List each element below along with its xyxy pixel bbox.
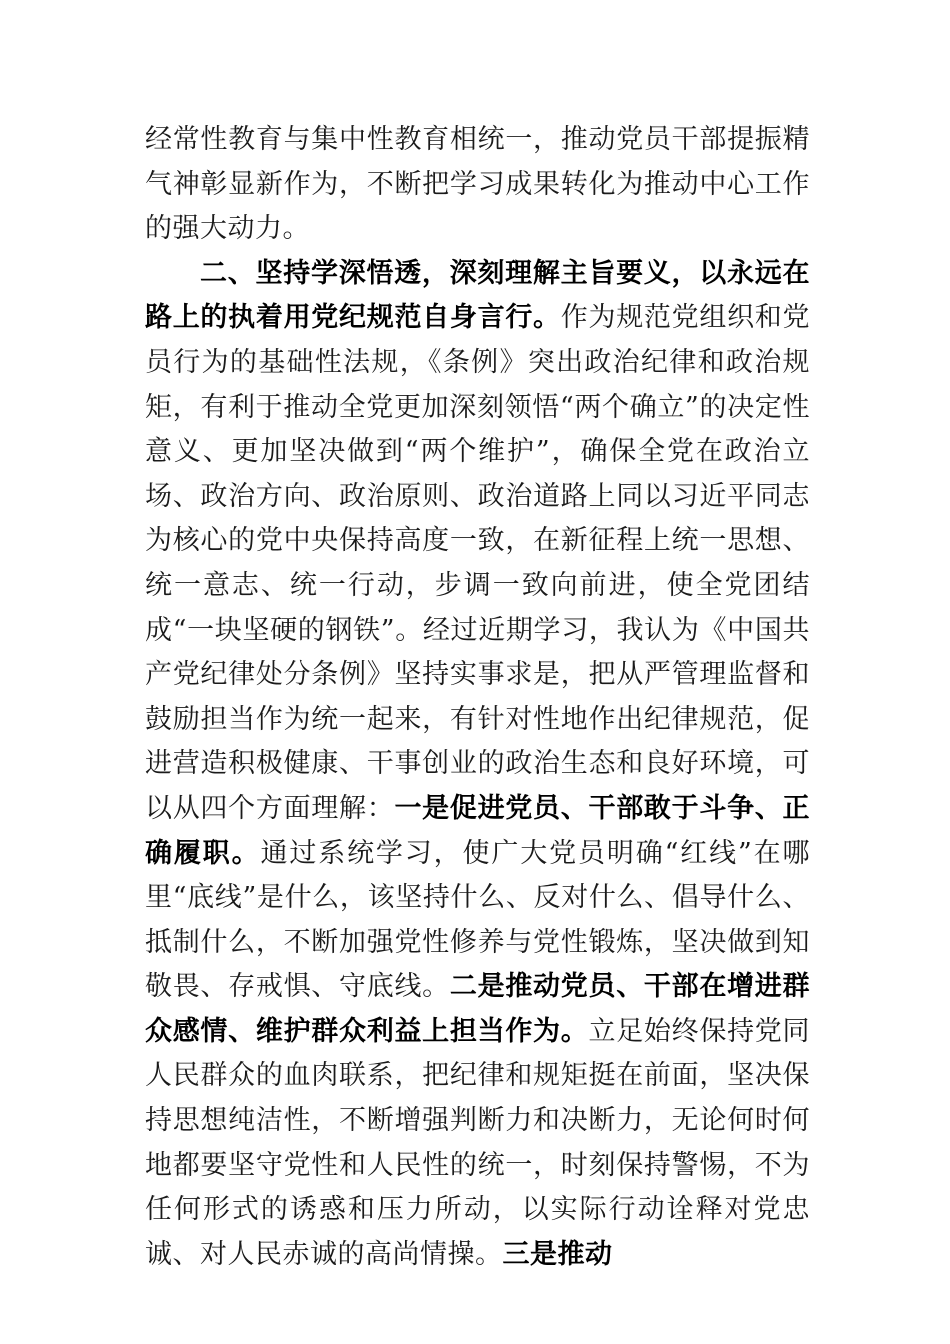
point-one-title: 一是促进党员、干部敢于斗争、正确履职。 [145,792,811,869]
paragraph-continuation [145,118,810,252]
point-two-body: 立足始终保持党同人民群众的血肉联系，把纪律和规矩挺在前面，坚决保持思想纯洁性，不断增强判断力和决断力，无论何时何地都要坚守党性和人民性的统一，时刻保持警惕，不为任何形式的诱惑和压力所动，以实际行动诠释对党忠诚、对人民赤诚的高尚情操。 [145,1015,811,1270]
document-body [145,118,810,1277]
section-two-body: 作为规范党组织和党员行为的基础性法规，《条例》突出政治纪律和政治规矩，有利于推动全党更加深刻领悟“两个确立”的决定性意义、更加坚决做到“两个维护”，确保全党在政治立场、政治方向、政治原则、政治道路上同以习近平同志为核心的党中央保持高度一致，在新征程上统一思想、统一意志、统一行动，步调一致向前进，使全党团结成“一块坚硬的钢铁”。经过近期学习，我认为《中国共产党纪律处分条例》坚持实事求是，把从严管理监督和鼓励担当作为统一起来，有针对性地作出纪律规范，促进营造积极健康、干事创业的政治生态和良好环境，可以从四个方面理解： [145,302,811,824]
point-two-title: 二是推动党员、干部在增进群众感情、维护群众利益上担当作为。 [145,971,810,1047]
section-two-heading: 二、坚持学深悟透，深刻理解主旨要义，以永远在路上的执着用党纪规范自身言行。 [145,257,810,334]
paragraph-section-two [145,252,810,1278]
point-one-body: 通过系统学习，使广大党员明确“红线”在哪里“底线”是什么，该坚持什么、反对什么、倡导什么、抵制什么，不断加强党性修养与党性锻炼，坚决做到知敬畏、存戒惧、守底线。 [145,837,811,1003]
paragraph-1-text: 经常性教育与集中性教育相统一，推动党员干部提振精气神彰显新作为，不断把学习成果转化为推动中心工作的强大动力。 [145,124,810,245]
point-three-title: 三是推动 [502,1238,613,1270]
